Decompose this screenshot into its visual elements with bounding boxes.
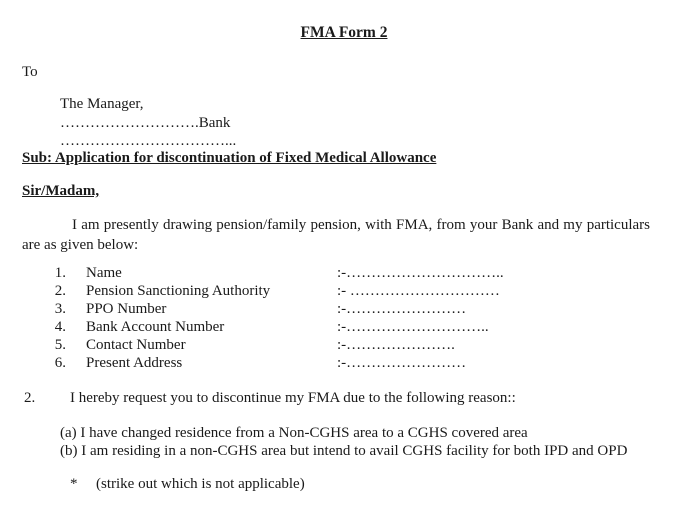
particular-label: Bank Account Number (86, 319, 225, 335)
reason-text: I am residing in a non-CGHS area but intend to avail CGHS facility for both IPD and OPD (81, 443, 628, 459)
footnote-asterisk: * (70, 476, 78, 492)
reason-b (60, 443, 627, 460)
particular-fill-line: :- ………………………… (337, 283, 500, 299)
form-title: FMA Form 2 (300, 24, 388, 41)
footnote-text: (strike out which is not applicable) (96, 476, 305, 492)
subject-line: Sub: Application for discontinuation of Fixed Medical Allowance (22, 150, 437, 166)
addressee-line-3: ……………………………... (60, 133, 237, 149)
particular-fill-line: :-………………………….. (337, 265, 504, 281)
particular-label: PPO Number (86, 301, 167, 317)
request-text: I hereby request you to discontinue my FMA due to the following reason:: (70, 390, 516, 406)
addressee-bank-line: ……………………….Bank (60, 115, 231, 131)
particular-fill-line: :-…………………. (337, 337, 455, 353)
particular-label: Contact Number (86, 337, 186, 353)
reason-marker: (b) (60, 443, 78, 459)
intro-paragraph: I am presently drawing pension/family pension, with FMA, from your Bank and my particulars are as given below: (22, 217, 650, 253)
reason-marker: (a) (60, 425, 77, 441)
reason-a (60, 425, 528, 442)
particular-fill-line: :-…………………… (337, 355, 467, 371)
particular-label: Name (86, 265, 122, 281)
particular-fill-line: :-……………………….. (337, 319, 489, 335)
particular-fill-line: :-…………………… (337, 301, 467, 317)
addressee-line-1: The Manager, (60, 96, 144, 112)
to-label: To (22, 64, 38, 80)
salutation: Sir/Madam, (22, 183, 100, 199)
particular-label: Present Address (86, 355, 183, 371)
particular-label: Pension Sanctioning Authority (86, 283, 271, 299)
request-number: 2. (24, 390, 36, 406)
reason-text: I have changed residence from a Non-CGHS area to a CGHS covered area (80, 425, 528, 441)
